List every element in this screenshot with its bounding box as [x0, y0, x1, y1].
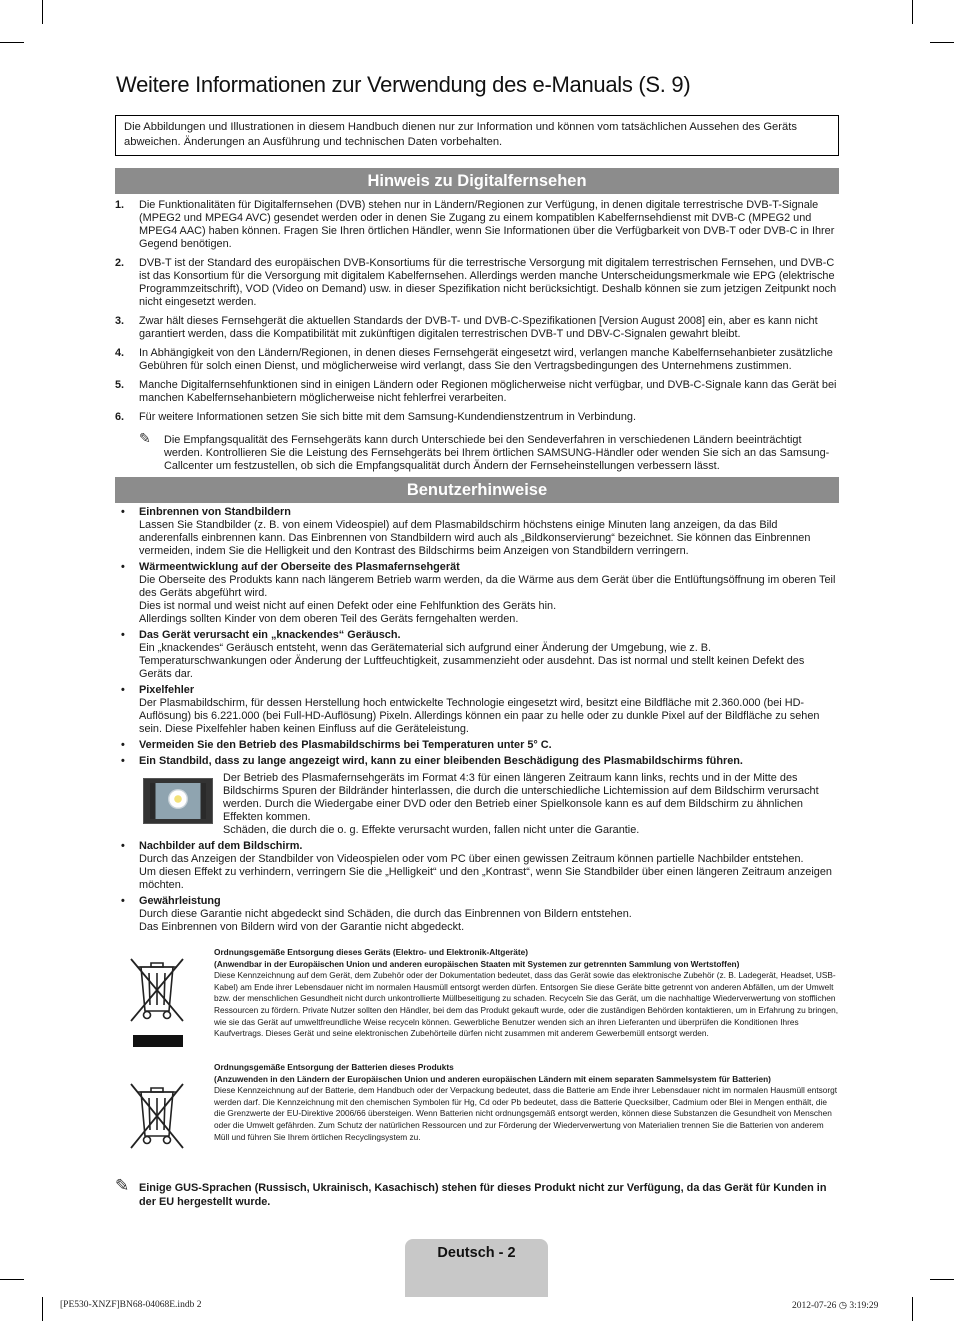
crop-mark — [42, 1297, 43, 1321]
item-number: 4. — [115, 347, 125, 359]
flower-image — [168, 789, 188, 809]
list-item — [115, 257, 839, 309]
weee-text — [214, 947, 839, 1040]
crossed-out-wheelie-bin-icon — [125, 951, 189, 1047]
battery-subtitle: (Anzuwenden in den Ländern der Europäischen Union und anderen europäischen Ländern mit einem separaten Sammelsystem für Batterien) — [214, 1073, 771, 1084]
list-item — [115, 739, 839, 752]
item-number: 6. — [115, 411, 125, 423]
clock-icon: ◷ — [838, 1301, 847, 1311]
bullet: • — [121, 629, 125, 641]
note-text: Einige GUS-Sprachen (Russisch, Ukrainisch, Kasachisch) stehen für dieses Produkt nicht zur Verfügung, da das Gerät für Kunden in der EU hergestellt wurde. — [139, 1182, 827, 1208]
item-title: Vermeiden Sie den Betrieb des Plasmabildschirms bei Temperaturen unter 5° C. — [139, 739, 552, 751]
weee-body: Diese Kennzeichnung auf dem Gerät, dem Zubehör oder der Dokumentation bedeutet, dass das Gerät sowie das elektronische Zubehör (z. B. Ladegerät, Headset, USB-Kabel) am Ende ihrer Lebensdauer nicht im normalen Hausmüll entsorgt werden dürfen. Entsorgen Sie diese Geräte bitte getrennt von anderen Abfällen, um der Umwelt bzw. der menschlichen Gesundheit nicht durch unkontrollierte Müllbeseitigung zu schaden. Recyceln Sie das Gerät, um die nachhaltige Wiederverwertung von stofflichen Ressourcen zu fördern. Private Nutzer sollten den Händler, bei dem das Produkt gekauft wurde, oder die zuständigen Behörden kontaktieren, um in Erfahrung zu bringen, wie sie das Gerät auf umweltfreundliche Weise recyceln können. Gewerbliche Benutzer wenden sich an ihren Lieferanten und überprüfen die Konditionen Ihres Kaufvertrags. Dieses Gerät und seine elektronischen Zubehörteile dürfen nicht zusammen mit anderem Gewerbemüll entsorgt werden. — [214, 970, 839, 1039]
item-text: Durch das Anzeigen der Standbilder von Videospielen oder vom PC über einen gewissen Zeitraum können partielle Nachbilder entstehen. — [139, 853, 804, 865]
crop-mark — [0, 42, 24, 43]
page-number: Deutsch - 2 — [437, 1245, 516, 1261]
item-title: Gewährleistung — [139, 895, 221, 907]
item-text: Durch diese Garantie nicht abgedeckt sind Schäden, die durch das Einbrennen von Bildern entstehen. — [139, 908, 632, 920]
list-item — [115, 379, 839, 405]
crop-mark — [912, 0, 913, 24]
bullet: • — [121, 755, 125, 767]
list-item — [115, 347, 839, 373]
battery-disposal-block — [115, 1062, 839, 1143]
weee-title: Ordnungsgemäße Entsorgung dieses Geräts (Elektro- und Elektronik-Altgeräte) — [214, 947, 528, 957]
item-text: Der Plasmabildschirm, für dessen Herstellung hoch entwickelte Technologie eingesetzt wird, besitzt eine Bildfläche mit 2.360.000 (bei HD-Auflösung) bis 6.221.000 (bei Full-HD-Auflösung) Pixeln. Allerdings können ein paar zu helle oder zu dunkle Pixel auf der Bildfläche zu sehen sein. Diese Pixelfehler haben keinen Einfluss auf die Geräteleistung. — [139, 697, 820, 735]
item-text: Schäden, die durch die o. g. Effekte verursacht wurden, fallen nicht unter die Garantie. — [223, 824, 640, 836]
list-item — [115, 561, 839, 626]
battery-text — [214, 1062, 839, 1143]
battery-body: Diese Kennzeichnung auf der Batterie, dem Handbuch oder der Verpackung bedeutet, dass die Batterie am Ende ihrer Lebensdauer nicht im normalen Hausmüll entsorgt werden darf. Die Kennzeichnung mit den chemischen Symbolen für Hg, Cd oder Pb bedeutet, dass die Batterie Quecksilber, Cadmium oder Blei in Mengen enthält, die die Grenzwerte der EU-Direktive 2006/66 übersteigen. Wenn Batterien nicht ordnungsgemäß entsorgt werden, können diese Substanzen die Gesundheit von Menschen oder die Umwelt gefährden. Zum Schutz der natürlichen Ressourcen und zur Förderung der Wiederverwertung von Materialien trennen Sie die Batterien von anderem Müll und führen Sie Ihrem örtlichen Recyclingsystem zu. — [214, 1085, 838, 1142]
bullet: • — [121, 895, 125, 907]
section-heading-user: Benutzerhinweise — [115, 477, 839, 503]
burn-in-illustration — [143, 778, 213, 824]
item-number: 5. — [115, 379, 125, 391]
user-notes-list — [115, 506, 839, 934]
reception-note — [115, 430, 839, 473]
pencil-note-icon: ✎ — [115, 1176, 130, 1195]
item-text: Dies ist normal und weist nicht auf einen Defekt oder eine Fehlfunktion des Geräts hin. — [139, 600, 557, 612]
item-text: Allerdings sollten Kinder von dem oberen Teil des Geräts ferngehalten werden. — [139, 613, 519, 625]
list-item — [115, 895, 839, 934]
bullet: • — [121, 840, 125, 852]
list-item — [115, 506, 839, 558]
crop-mark — [0, 1279, 24, 1280]
item-title: Wärmeentwicklung auf der Oberseite des Plasmafernsehgerät — [139, 561, 460, 573]
digital-list — [115, 199, 839, 424]
item-text: Die Oberseite des Produkts kann nach längerem Betrieb warm werden, da die Wärme aus dem Gerät über die Entlüftungsöffnung im oberen Teil des Geräts abgeführt wird. — [139, 574, 836, 599]
bullet: • — [121, 506, 125, 518]
burn-in-text — [223, 772, 839, 837]
bullet: • — [121, 739, 125, 751]
note-text: Die Empfangsqualität des Fernsehgeräts kann durch Unterschiede bei den Sendeverfahren in verschiedenen Ländern beeinträchtigt werden. Kontrollieren Sie die Leistung des Fernsehgeräts bei Ihrem örtlichen SAMSUNG-Händler oder wenden Sie sich an das Samsung-Callcenter um festzustellen, ob sich die Empfangsqualität durch Ändern der Fernseheinstellungen verbessern lässt. — [164, 434, 830, 472]
item-text: Der Betrieb des Plasmafernsehgeräts im Format 4:3 für einen längeren Zeitraum kann links, rechts und in der Mitte des Bildschirms Spuren der Bildränder hinterlassen, die durch die unterschiedliche Lichtemission auf dem Bildschirm verursacht werden. Durch die Wiedergabe einer DVD oder den Betrieb einer Spielkonsole kann es auf dem Bildschirm zu ähnlichen Effekten kommen. — [223, 772, 819, 823]
item-text: Zwar hält dieses Fernsehgerät die aktuellen Standards der DVB-T- und DVB-C-Spezifikationen [Version August 2008] ein, aber es kann nicht garantiert werden, dass die Kompatibilität mit zukünftigen digitalen terrestrischen DVB-T und DBV-C-Signalen gewahrt bleibt. — [139, 315, 818, 340]
crop-mark — [42, 0, 43, 24]
cis-languages-note — [115, 1176, 839, 1209]
item-title: Ein Standbild, dass zu lange angezeigt wird, kann zu einer bleibenden Beschädigung des Plasmabildschirms führen. — [139, 755, 743, 767]
crop-mark — [930, 42, 954, 43]
crop-mark — [912, 1297, 913, 1321]
item-text: In Abhängigkeit von den Ländern/Regionen, in denen dieses Fernsehgerät eingesetzt wird, verlangen manche Kabelfernsehanbieter zusätzliche Gebühren für solch einen Dienst, und möglicherweise wird verlangt, dass Sie den Vertragsbedingungen des Unternehmens zustimmen. — [139, 347, 833, 372]
section-heading-digital: Hinweis zu Digitalfernsehen — [115, 168, 839, 194]
item-text: Manche Digitalfernsehfunktionen sind in einigen Ländern oder Regionen möglicherweise nicht verfügbar, und DVB-C-Signale kann das Gerät bei manchen Kabelfernsehanbietern möglicherweise nicht fehlerfrei verarbeiten. — [139, 379, 837, 404]
footer-timestamp — [792, 1300, 878, 1311]
item-number: 2. — [115, 257, 125, 269]
bullet: • — [121, 684, 125, 696]
item-text: Die Funktionalitäten für Digitalfernsehen (DVB) stehen nur in Ländern/Regionen zur Verfügung, in denen digitale terrestrische DVB-T-Signale (MPEG2 und MPEG4 AVC) gesendet werden oder in denen Sie Zugang zu einem kompatiblen Kabelfernsehdienst mit DVB-C (MPEG2 und MPEG4 AAC) haben können. Fragen Sie Ihren örtlichen Händler, wenn Sie Informationen über die Verfügbarkeit von DVB-T oder DVB-C in Ihrer Gegend benötigen. — [139, 199, 835, 250]
item-text: Für weitere Informationen setzen Sie sich bitte mit dem Samsung-Kundendienstzentrum in Verbindung. — [139, 411, 636, 423]
weee-disposal-block — [115, 947, 839, 1040]
battery-title: Ordnungsgemäße Entsorgung der Batterien dieses Produkts — [214, 1062, 454, 1072]
item-text: DVB-T ist der Standard des europäischen DVB-Konsortiums für die terrestrische Versorgung mit digitalem terrestrischen Fernsehen, und DVB-C ist das Konsortium für die Versorgung mit digitalem Kabelfernsehen. Allerdings werden manche Unterscheidungsmerkmale wie EPG (elektrische Programmzeitschrift), VOD (Video on Demand) usw. in dieser Spezifikation nicht berücksichtigt. Deshalb können sie zum jetzigen Zeitpunkt noch nicht eingesetzt werden. — [139, 257, 837, 308]
list-item — [115, 199, 839, 251]
page-number-tab — [405, 1239, 548, 1297]
item-number: 3. — [115, 315, 125, 327]
burn-in-example — [139, 772, 839, 837]
list-item — [115, 684, 839, 736]
list-item — [115, 840, 839, 892]
pencil-note-icon: ✎ — [139, 430, 151, 446]
page-title: Weitere Informationen zur Verwendung des e-Manuals (S. 9) — [116, 72, 691, 97]
list-item — [115, 411, 839, 424]
item-title: Nachbilder auf dem Bildschirm. — [139, 840, 303, 852]
user-section — [115, 506, 839, 937]
item-text: Lassen Sie Standbilder (z. B. von einem Videospiel) auf dem Plasmabildschirm höchstens einige Minuten lang anzeigen, da das Bild anderenfalls einbrennen kann. Das Einbrennen von Standbildern wird auch als „Bildkonservierung“ bezeichnet. Sie können das Einbrennen vermeiden, indem Sie die Helligkeit und den Kontrast des Bildschirms beim Anzeigen von Standbildern verringern. — [139, 519, 811, 557]
footer-filename: [PE530-XNZF]BN68-04068E.indb 2 — [60, 1300, 202, 1310]
item-title: Das Gerät verursacht ein „knackendes“ Geräusch. — [139, 629, 401, 641]
footer-time: 3:19:29 — [849, 1301, 879, 1311]
crossed-out-battery-bin-icon — [125, 1082, 189, 1154]
weee-subtitle: (Anwendbar in der Europäischen Union und anderen europäischen Staaten mit Systemen zur getrennten Sammlung von Wertstoffen) — [214, 958, 740, 969]
item-text: Ein „knackendes“ Geräusch entsteht, wenn das Gerätematerial sich aufgrund einer Änderung der Umgebung, wie z. B. Temperaturschwankungen oder Änderung der Luftfeuchtigkeit, zusammenzieht oder ausdehnt. Das ist normal und stellt keinen Defekt des Geräts dar. — [139, 642, 805, 680]
item-text: Um diesen Effekt zu verhindern, verringern Sie die „Helligkeit“ und den „Kontrast“, wenn Sie Standbilder über einen längeren Zeitraum anzeigen möchten. — [139, 866, 832, 891]
disclaimer-box: Die Abbildungen und Illustrationen in diesem Handbuch dienen nur zur Information und können vom tatsächlichen Aussehen des Geräts abweichen. Änderungen an Ausführung und technischen Daten vorbehalten. — [115, 115, 839, 156]
item-number: 1. — [115, 199, 125, 211]
digital-section — [115, 199, 839, 473]
bullet: • — [121, 561, 125, 573]
item-text: Das Einbrennen von Bildern wird von der Garantie nicht abgedeckt. — [139, 921, 465, 933]
list-item — [115, 755, 839, 837]
crop-mark — [930, 1279, 954, 1280]
footer-date: 2012-07-26 — [792, 1301, 837, 1311]
list-item — [115, 629, 839, 681]
list-item — [115, 315, 839, 341]
item-title: Pixelfehler — [139, 684, 195, 696]
item-title: Einbrennen von Standbildern — [139, 506, 291, 518]
